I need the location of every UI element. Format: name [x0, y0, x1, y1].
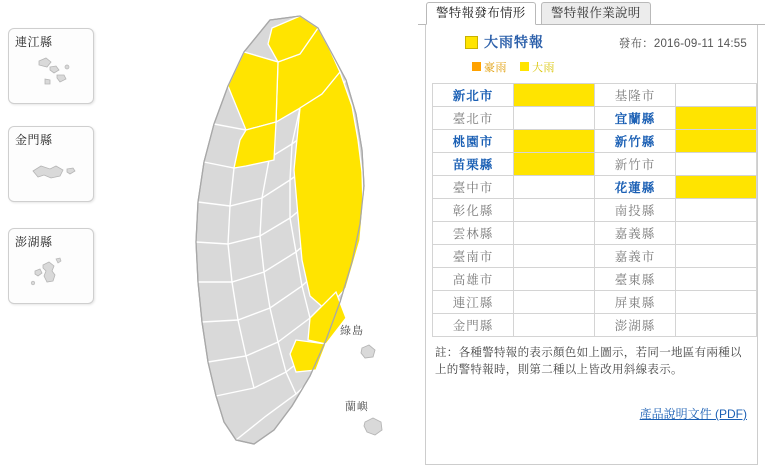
- legend-label-heavy-rain: 豪雨: [484, 62, 507, 74]
- county-swatch-taipei: [514, 107, 595, 130]
- county-swatch-miaoli: [514, 153, 595, 176]
- inset-label-lienchiang: 連江縣: [15, 35, 53, 49]
- county-name-chiayi-county[interactable]: 嘉義縣: [595, 222, 676, 245]
- county-swatch-nantou: [676, 199, 757, 222]
- county-swatch-hualien: [676, 176, 757, 199]
- county-south-fill-2: [290, 340, 326, 372]
- table-note: 註：各種警特報的表示顏色如上圖示，若同一地區有兩種以上的警特報時，則第二種以上皆改用斜線表示。: [435, 347, 742, 376]
- table-row[interactable]: [433, 314, 757, 337]
- county-name-keelung[interactable]: 基隆市: [595, 84, 676, 107]
- county-swatch-taichung: [514, 176, 595, 199]
- tab-alert-instructions[interactable]: 警特報作業說明: [541, 2, 651, 24]
- county-name-kinmen[interactable]: 金門縣: [433, 314, 514, 337]
- alert-content-panel: [425, 25, 758, 465]
- county-name-yilan[interactable]: 宜蘭縣: [595, 107, 676, 130]
- county-name-taipei[interactable]: 臺北市: [433, 107, 514, 130]
- county-name-kaohsiung[interactable]: 高雄市: [433, 268, 514, 291]
- tab-bar: [418, 0, 765, 25]
- county-swatch-chiayi-county: [676, 222, 757, 245]
- county-swatch-kaohsiung: [514, 268, 595, 291]
- county-name-nantou[interactable]: 南投縣: [595, 199, 676, 222]
- table-row[interactable]: [433, 199, 757, 222]
- county-swatch-keelung: [676, 84, 757, 107]
- county-name-taichung[interactable]: 臺中市: [433, 176, 514, 199]
- right-panel: [418, 0, 765, 472]
- county-swatch-hsinchu-city: [676, 153, 757, 176]
- county-swatch-penghu: [676, 314, 757, 337]
- county-swatch-yilan: [676, 107, 757, 130]
- county-name-taitung[interactable]: 臺東縣: [595, 268, 676, 291]
- county-name-yunlin[interactable]: 雲林縣: [433, 222, 514, 245]
- county-name-taoyuan[interactable]: 桃園市: [433, 130, 514, 153]
- county-swatch-lienchiang: [514, 291, 595, 314]
- legend: [432, 59, 751, 77]
- county-name-tainan[interactable]: 臺南市: [433, 245, 514, 268]
- legend-label-big-rain: 大雨: [532, 62, 555, 74]
- inset-box-penghu[interactable]: [8, 228, 94, 304]
- product-doc-pdf-link[interactable]: 產品說明文件 (PDF): [639, 407, 747, 421]
- county-swatch-taoyuan: [514, 130, 595, 153]
- table-row[interactable]: [433, 130, 757, 153]
- county-swatch-hsinchu-county: [676, 130, 757, 153]
- county-swatch-changhua: [514, 199, 595, 222]
- county-swatch-yunlin: [514, 222, 595, 245]
- inset-box-lienchiang[interactable]: [8, 28, 94, 104]
- table-row[interactable]: [433, 153, 757, 176]
- table-row[interactable]: [433, 84, 757, 107]
- table-row[interactable]: [433, 291, 757, 314]
- tab-alert-status[interactable]: 警特報發布情形: [426, 2, 536, 25]
- inset-label-penghu: 澎湖縣: [15, 235, 53, 249]
- table-row[interactable]: [433, 268, 757, 291]
- kinmen-shape-icon: [9, 145, 93, 199]
- legend-chip-heavy-rain: [472, 62, 481, 71]
- county-swatch-taitung: [676, 268, 757, 291]
- county-name-changhua[interactable]: 彰化縣: [433, 199, 514, 222]
- penghu-shape-icon: [9, 247, 93, 301]
- inset-box-kinmen[interactable]: [8, 126, 94, 202]
- county-swatch-xinbei: [514, 84, 595, 107]
- legend-chip-big-rain: [520, 62, 529, 71]
- county-name-lienchiang[interactable]: 連江縣: [433, 291, 514, 314]
- alert-title[interactable]: 大雨特報: [484, 34, 544, 50]
- county-name-pingtung[interactable]: 屏東縣: [595, 291, 676, 314]
- alert-color-swatch: [465, 36, 478, 49]
- lienchiang-shape-icon: [9, 47, 93, 101]
- county-name-miaoli[interactable]: 苗栗縣: [433, 153, 514, 176]
- county-table-body: [433, 84, 757, 337]
- county-name-hualien[interactable]: 花蓮縣: [595, 176, 676, 199]
- county-swatch-kinmen: [514, 314, 595, 337]
- county-name-penghu[interactable]: 澎湖縣: [595, 314, 676, 337]
- county-swatch-pingtung: [676, 291, 757, 314]
- island-label-lyudao: 綠島: [340, 325, 364, 337]
- county-alert-table: [432, 83, 757, 337]
- island-label-lanyu: 蘭嶼: [345, 401, 369, 413]
- table-row[interactable]: [433, 222, 757, 245]
- county-name-hsinchu-city[interactable]: 新竹市: [595, 153, 676, 176]
- table-row[interactable]: [433, 107, 757, 130]
- county-swatch-chiayi-city: [676, 245, 757, 268]
- county-swatch-tainan: [514, 245, 595, 268]
- inset-label-kinmen: 金門縣: [15, 133, 53, 147]
- county-name-hsinchu-county[interactable]: 新竹縣: [595, 130, 676, 153]
- taiwan-main-map[interactable]: [150, 10, 415, 462]
- county-name-xinbei[interactable]: 新北市: [433, 84, 514, 107]
- county-name-chiayi-city[interactable]: 嘉義市: [595, 245, 676, 268]
- table-row[interactable]: [433, 245, 757, 268]
- table-row[interactable]: [433, 176, 757, 199]
- alert-issue-time: 發布：2016-09-11 14:55: [618, 38, 747, 50]
- alert-header: [432, 31, 751, 57]
